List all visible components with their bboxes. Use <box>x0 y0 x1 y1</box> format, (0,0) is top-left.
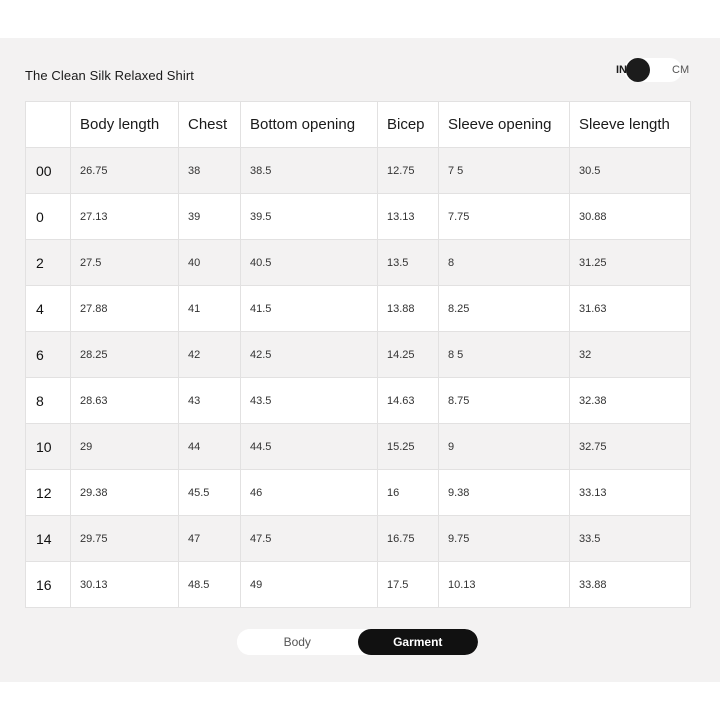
measurement-cell: 44.5 <box>241 424 378 470</box>
measurement-cell: 27.88 <box>71 286 179 332</box>
table-row <box>26 378 691 424</box>
size-label-cell: 2 <box>26 240 71 286</box>
measurement-cell: 28.63 <box>71 378 179 424</box>
column-header-sleeve-opening: Sleeve opening <box>439 102 570 148</box>
body-measurements-button[interactable]: Body <box>237 629 358 655</box>
measurement-cell: 13.88 <box>378 286 439 332</box>
measurement-cell: 31.63 <box>570 286 691 332</box>
measurement-cell: 42.5 <box>241 332 378 378</box>
measurement-cell: 8.25 <box>439 286 570 332</box>
measurement-cell: 47.5 <box>241 516 378 562</box>
measurement-cell: 29 <box>71 424 179 470</box>
table-row <box>26 286 691 332</box>
measurement-cell: 16.75 <box>378 516 439 562</box>
size-label-cell: 00 <box>26 148 71 194</box>
unit-inches-label[interactable]: IN <box>616 64 627 76</box>
table-row <box>26 240 691 286</box>
measurement-cell: 41.5 <box>241 286 378 332</box>
measurement-cell: 30.5 <box>570 148 691 194</box>
measurement-cell: 32.38 <box>570 378 691 424</box>
measurement-cell: 43.5 <box>241 378 378 424</box>
measurement-cell: 31.25 <box>570 240 691 286</box>
column-header-chest: Chest <box>179 102 241 148</box>
measurement-cell: 49 <box>241 562 378 608</box>
measurement-cell: 9.75 <box>439 516 570 562</box>
size-label-cell: 16 <box>26 562 71 608</box>
measurement-cell: 41 <box>179 286 241 332</box>
measurement-cell: 26.75 <box>71 148 179 194</box>
garment-measurements-button[interactable]: Garment <box>358 629 479 655</box>
column-header-body-length: Body length <box>71 102 179 148</box>
measurement-cell: 47 <box>179 516 241 562</box>
measurement-cell: 30.88 <box>570 194 691 240</box>
measurement-cell: 29.38 <box>71 470 179 516</box>
measurement-cell: 32.75 <box>570 424 691 470</box>
measurement-cell: 16 <box>378 470 439 516</box>
column-header-bottom-opening: Bottom opening <box>241 102 378 148</box>
measurement-cell: 13.13 <box>378 194 439 240</box>
column-header-bicep: Bicep <box>378 102 439 148</box>
measurement-cell: 14.63 <box>378 378 439 424</box>
measurement-cell: 7.75 <box>439 194 570 240</box>
measurement-cell: 10.13 <box>439 562 570 608</box>
measurement-cell: 15.25 <box>378 424 439 470</box>
measurement-cell: 8 5 <box>439 332 570 378</box>
size-label-cell: 14 <box>26 516 71 562</box>
measurement-cell: 30.13 <box>71 562 179 608</box>
measurement-cell: 32 <box>570 332 691 378</box>
measurement-cell: 13.5 <box>378 240 439 286</box>
size-label-cell: 4 <box>26 286 71 332</box>
table-header-row <box>26 102 691 148</box>
measurement-cell: 40 <box>179 240 241 286</box>
table-row <box>26 332 691 378</box>
measurement-cell: 12.75 <box>378 148 439 194</box>
measurement-cell: 9 <box>439 424 570 470</box>
size-label-cell: 8 <box>26 378 71 424</box>
measurement-cell: 39.5 <box>241 194 378 240</box>
size-label-cell: 6 <box>26 332 71 378</box>
table-row <box>26 194 691 240</box>
measurement-cell: 42 <box>179 332 241 378</box>
measurement-cell: 27.13 <box>71 194 179 240</box>
measurement-cell: 14.25 <box>378 332 439 378</box>
measurement-cell: 48.5 <box>179 562 241 608</box>
column-header-sleeve-length: Sleeve length <box>570 102 691 148</box>
measurement-cell: 28.25 <box>71 332 179 378</box>
measurement-cell: 17.5 <box>378 562 439 608</box>
measurement-type-toggle[interactable] <box>237 629 478 655</box>
table-row <box>26 562 691 608</box>
measurement-cell: 27.5 <box>71 240 179 286</box>
measurement-cell: 40.5 <box>241 240 378 286</box>
unit-centimeters-label[interactable]: CM <box>672 64 690 76</box>
table-row <box>26 148 691 194</box>
measurement-cell: 44 <box>179 424 241 470</box>
measurement-cell: 43 <box>179 378 241 424</box>
table-row <box>26 424 691 470</box>
measurement-cell: 33.5 <box>570 516 691 562</box>
measurement-cell: 45.5 <box>179 470 241 516</box>
measurement-cell: 8 <box>439 240 570 286</box>
size-label-cell: 12 <box>26 470 71 516</box>
size-chart-table <box>25 101 691 608</box>
measurement-cell: 9.38 <box>439 470 570 516</box>
product-title: The Clean Silk Relaxed Shirt <box>25 68 194 83</box>
measurement-cell: 33.88 <box>570 562 691 608</box>
size-label-cell: 0 <box>26 194 71 240</box>
size-label-cell: 10 <box>26 424 71 470</box>
measurement-cell: 33.13 <box>570 470 691 516</box>
unit-switch-knob[interactable] <box>626 58 650 82</box>
measurement-cell: 46 <box>241 470 378 516</box>
measurement-cell: 8.75 <box>439 378 570 424</box>
table-row <box>26 516 691 562</box>
measurement-cell: 39 <box>179 194 241 240</box>
column-header-size <box>26 102 71 148</box>
measurement-cell: 29.75 <box>71 516 179 562</box>
measurement-cell: 38 <box>179 148 241 194</box>
table-row <box>26 470 691 516</box>
measurement-cell: 7 5 <box>439 148 570 194</box>
measurement-cell: 38.5 <box>241 148 378 194</box>
